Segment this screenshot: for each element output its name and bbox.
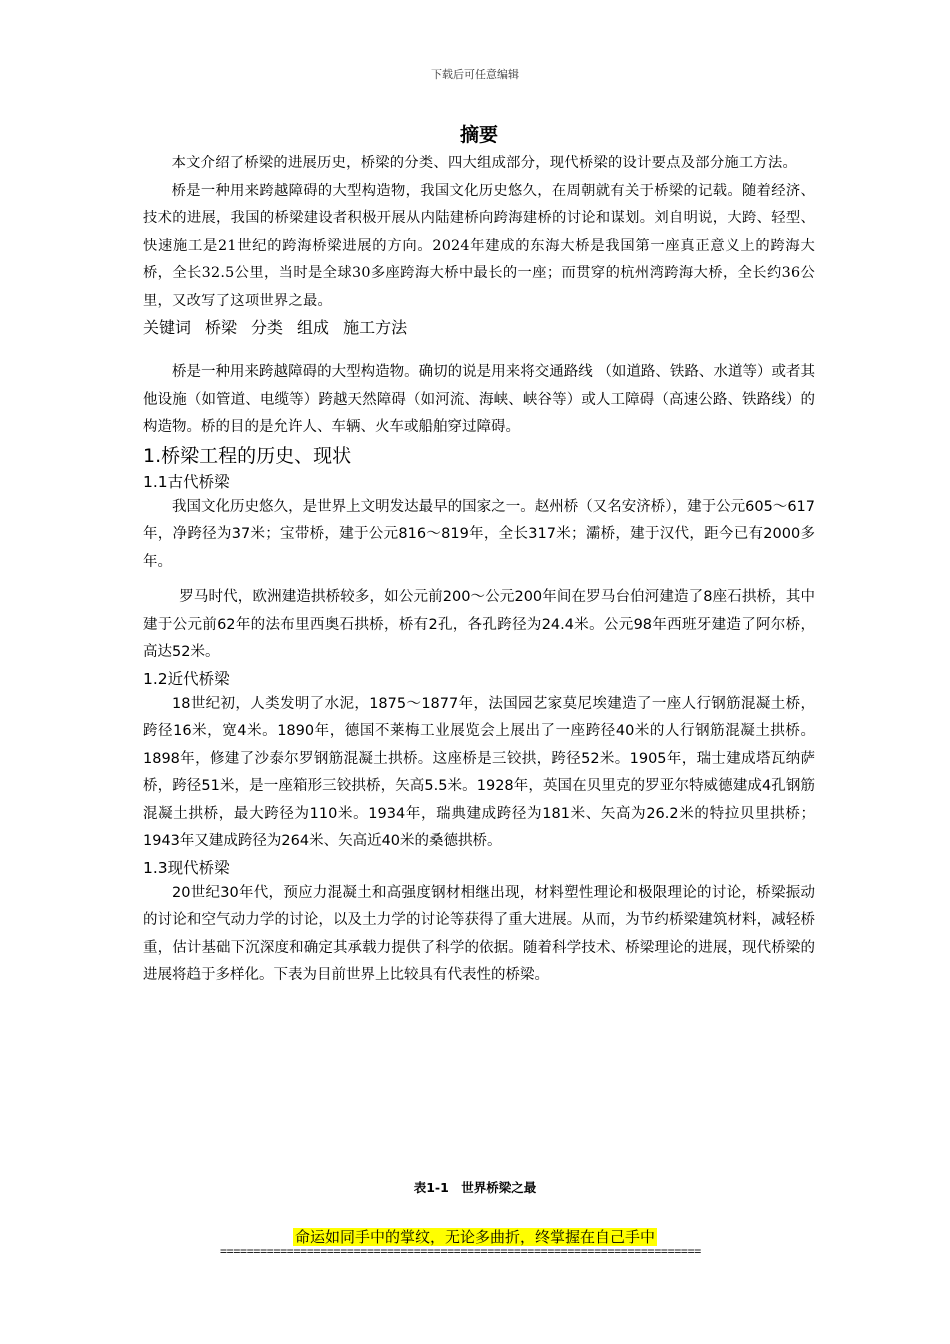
abstract-paragraph-2: 桥是一种用来跨越障碍的大型构造物，我国文化历史悠久，在周朝就有关于桥梁的记载。随着经济、技术的进展，我国的桥梁建设者积极开展从内陆建桥向跨海建桥的讨论和谋划。刘自明说，大跨、轻型、快速施工是21世纪的跨海桥梁进展的方向。2024年建成的东海大桥是我国第一座真正意义上的跨海大桥，全长32.5公里，当时是全球30多座跨海大桥中最长的一座；而贯穿的杭州湾跨海大桥，全长约36公里，又改写了这项世界之最。 bbox=[143, 182, 815, 309]
keywords-line bbox=[143, 315, 815, 341]
keyword-item: 分类 bbox=[251, 318, 284, 337]
keywords-label: 关键词 bbox=[143, 318, 192, 337]
table-caption: 表1-1 世界桥梁之最 bbox=[413, 1180, 537, 1195]
section-1-1-paragraph-1: 我国文化历史悠久，是世界上文明发达最早的国家之一。赵州桥（又名安济桥），建于公元605～617年，净跨径为37米；宝带桥，建于公元816～819年，全长317米；灞桥，建于汉代，距今已有2000多年。 bbox=[143, 498, 815, 570]
abstract-title: 摘要 bbox=[459, 124, 498, 146]
header-note: 下载后可任意编辑 bbox=[431, 68, 519, 81]
keyword-item: 组成 bbox=[297, 318, 330, 337]
footer-rule: ======================================================================== bbox=[220, 1244, 701, 1258]
section-1-1-heading: 1.1古代桥梁 bbox=[143, 472, 230, 491]
section-1-heading: 1.桥梁工程的历史、现状 bbox=[143, 444, 352, 467]
section-1-2-paragraph-1: 18世纪初，人类发明了水泥，1875～1877年，法国园艺家莫尼埃建造了一座人行钢筋混凝土桥，跨径16米，宽4米。1890年，德国不莱梅工业展览会上展出了一座跨径40米的人行钢筋混凝土拱桥。1898年，修建了沙泰尔罗钢筋混凝土拱桥。这座桥是三铰拱，跨径52米。1905年，瑞士建成塔瓦纳萨桥，跨径51米，是一座箱形三铰拱桥，矢高5.5米。1928年，英国在贝里克的罗亚尔特威德建成4孔钢筋混凝土拱桥，最大跨径为110米。1934年，瑞典建成跨径为181米、矢高为26.2米的特拉贝里拱桥；1943年又建成跨径为264米、矢高近40米的桑德拱桥。 bbox=[143, 695, 815, 849]
section-1-3-heading: 1.3现代桥梁 bbox=[143, 858, 230, 877]
document-body bbox=[143, 120, 815, 990]
abstract-paragraph-1: 本文介绍了桥梁的进展历史，桥梁的分类、四大组成部分，现代桥梁的设计要点及部分施工方法。 bbox=[171, 155, 798, 171]
keyword-item: 施工方法 bbox=[343, 318, 408, 337]
section-1-2-heading: 1.2近代桥梁 bbox=[143, 669, 230, 688]
footer-motto-text: 命运如同手中的掌纹，无论多曲折，终掌握在自己手中 bbox=[294, 1228, 655, 1246]
intro-paragraph: 桥是一种用来跨越障碍的大型构造物。确切的说是用来将交通路线 （如道路、铁路、水道等）或者其他设施（如管道、电缆等）跨越天然障碍（如河流、海峡、峡谷等）或人工障碍（高速公路、铁路线）的构造物。桥的目的是允许人、车辆、火车或船舶穿过障碍。 bbox=[143, 364, 815, 435]
section-1-1-paragraph-2: 罗马时代，欧洲建造拱桥较多，如公元前200～公元200年间在罗马台伯河建造了8座石拱桥，其中建于公元前62年的法布里西奥石拱桥，桥有2孔，各孔跨径为24.4米。公元98年西班牙建造了阿尔桥，高达52米。 bbox=[143, 589, 815, 660]
keyword-item: 桥梁 bbox=[205, 318, 238, 337]
section-1-3-paragraph-1: 20世纪30年代，预应力混凝土和高强度钢材相继出现，材料塑性理论和极限理论的讨论，桥梁振动的讨论和空气动力学的讨论，以及土力学的讨论等获得了重大进展。从而，为节约桥梁建筑材料，减轻桥重，估计基础下沉深度和确定其承载力提供了科学的依据。随着科学技术、桥梁理论的进展，现代桥梁的进展将趋于多样化。下表为目前世界上比较具有代表性的桥梁。 bbox=[143, 884, 815, 983]
